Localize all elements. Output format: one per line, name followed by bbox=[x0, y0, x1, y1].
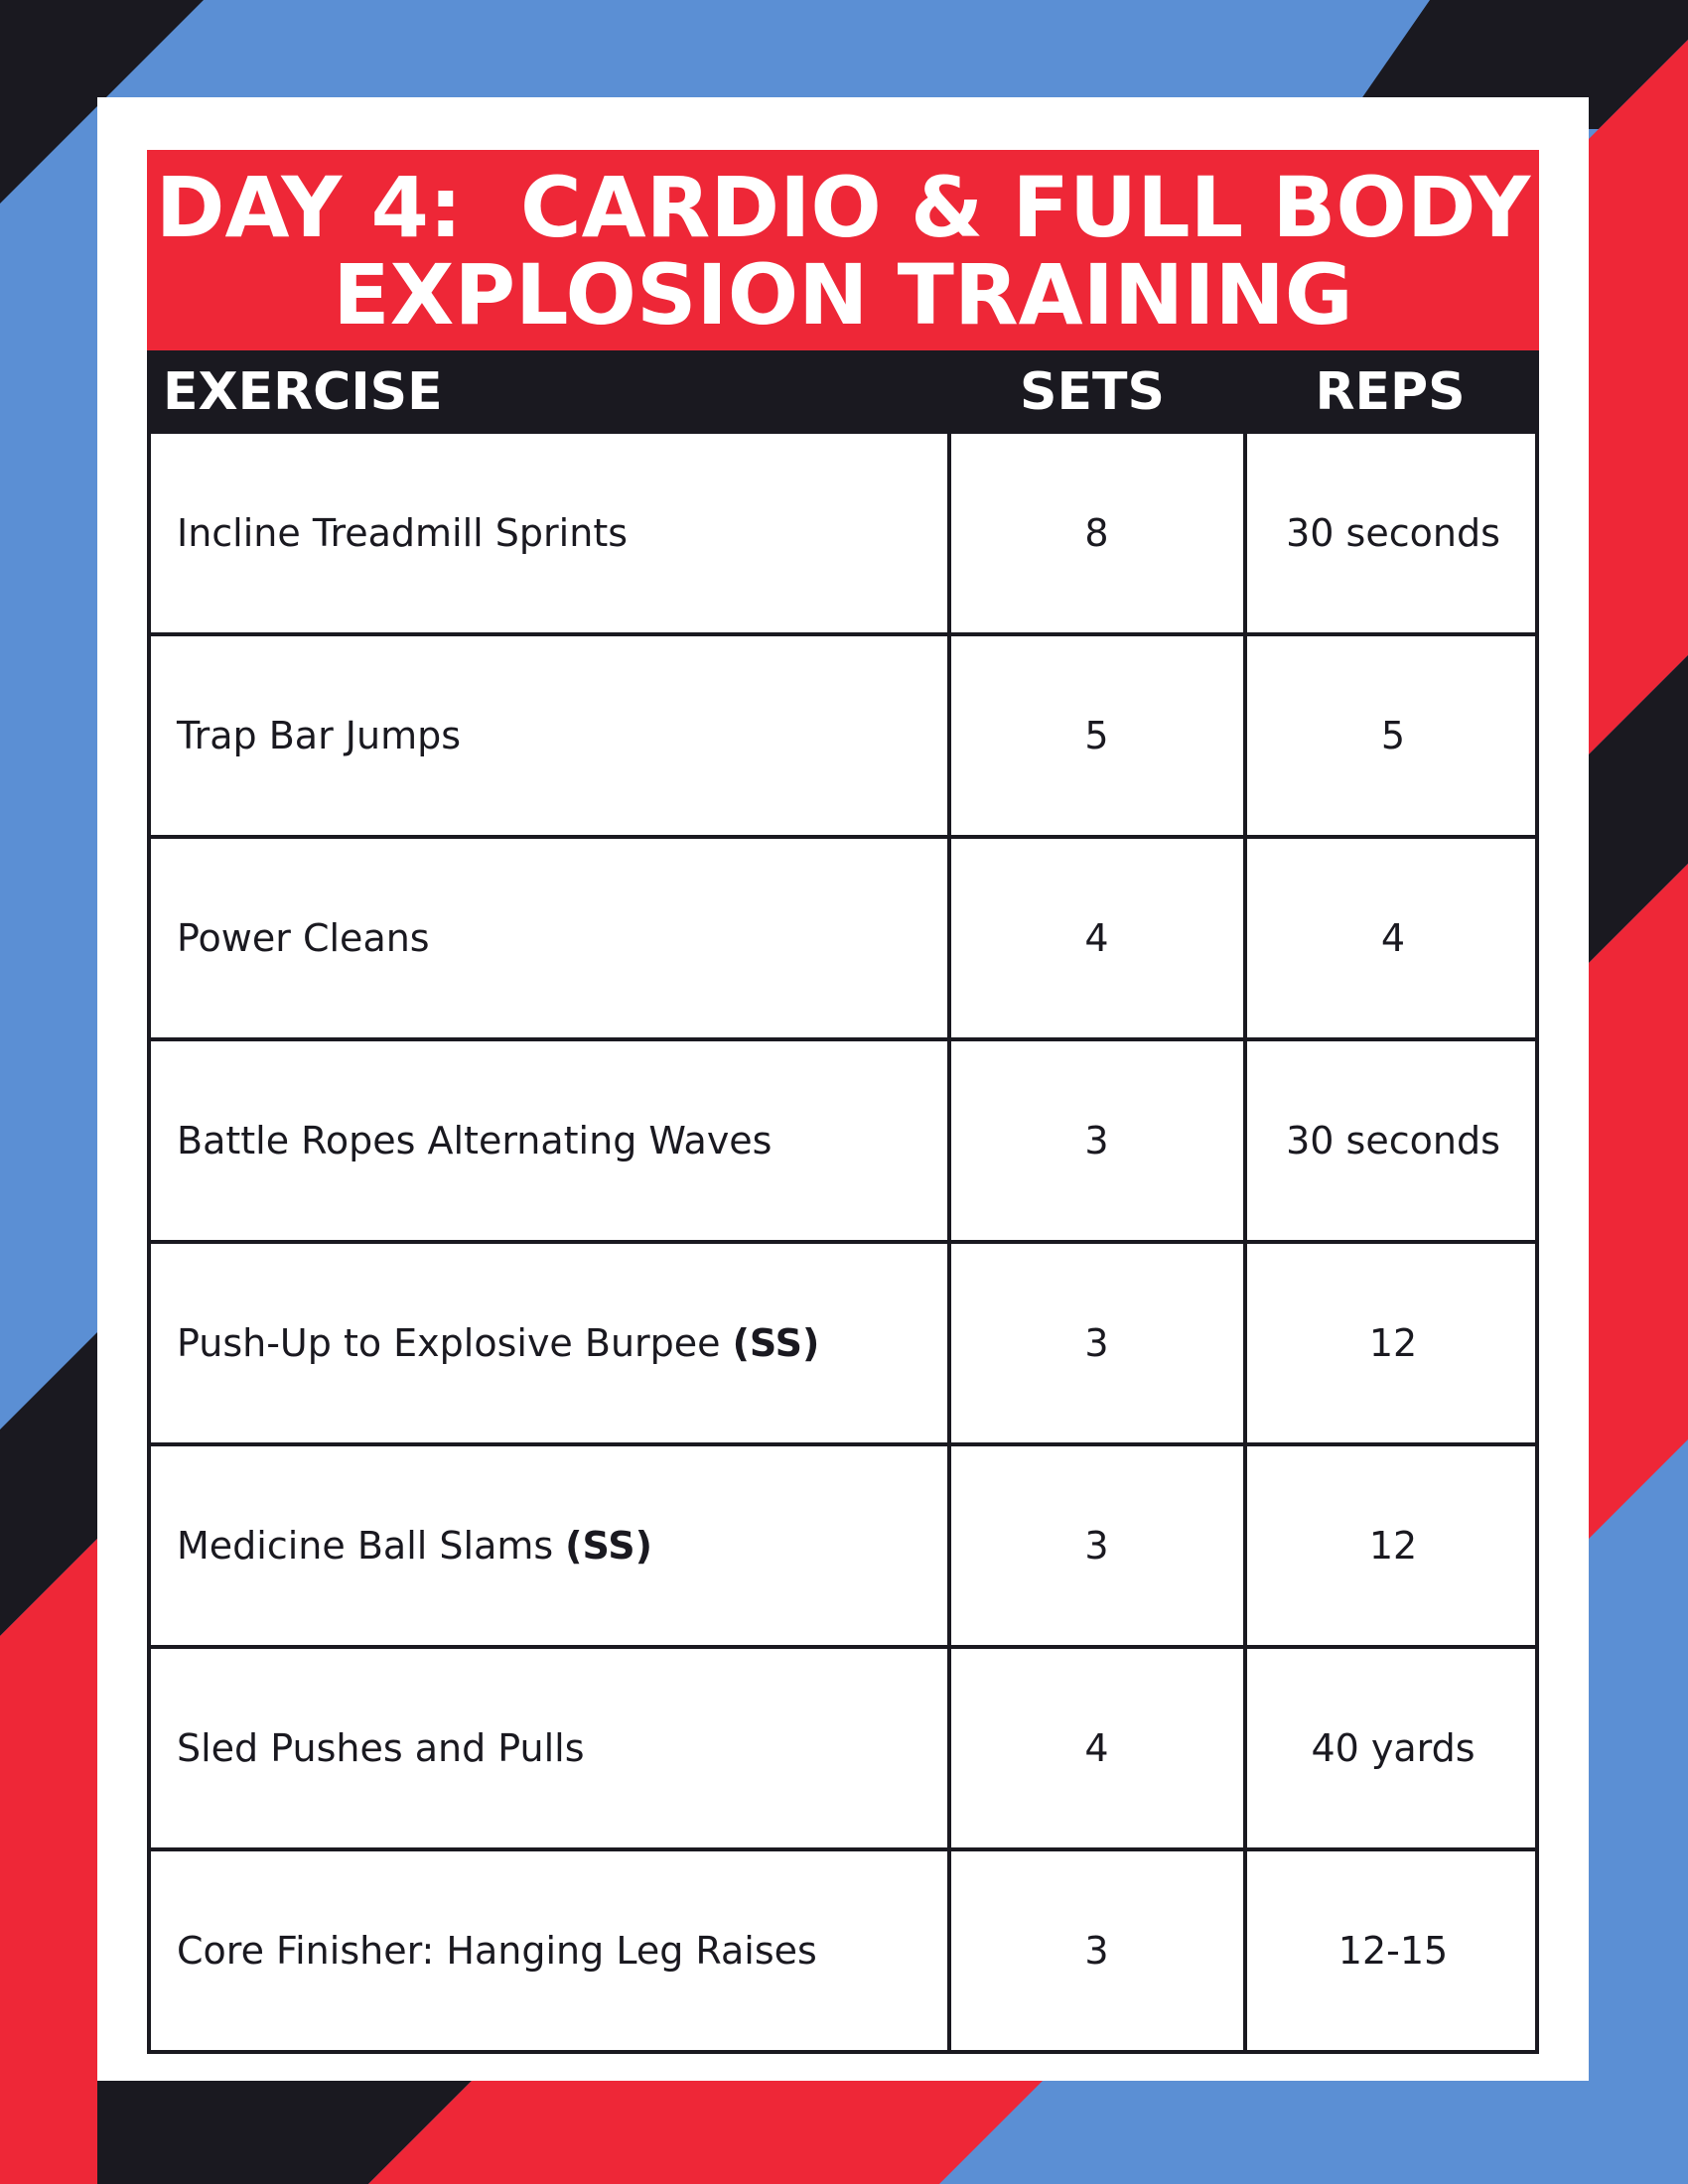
table-row bbox=[147, 1446, 1539, 1649]
table-row bbox=[147, 1041, 1539, 1244]
header-exercise: EXERCISE bbox=[163, 362, 443, 422]
exercise-cell bbox=[177, 839, 430, 1037]
exercise-name: Trap Bar Jumps bbox=[177, 714, 462, 757]
exercise-name: Battle Ropes Alternating Waves bbox=[177, 1119, 773, 1162]
reps-cell: 12-15 bbox=[1243, 1851, 1539, 2050]
workout-table bbox=[147, 434, 1539, 2054]
superset-tag: (SS) bbox=[732, 1321, 820, 1365]
sets-cell: 8 bbox=[947, 434, 1242, 632]
exercise-name: Core Finisher: Hanging Leg Raises bbox=[177, 1929, 817, 1973]
title-line-1: DAY 4: CARDIO & FULL BODY bbox=[155, 159, 1531, 256]
table-row bbox=[147, 1851, 1539, 2054]
table-row bbox=[147, 636, 1539, 839]
sets-cell: 3 bbox=[947, 1041, 1242, 1240]
exercise-cell bbox=[177, 434, 628, 632]
header-reps: REPS bbox=[1315, 362, 1466, 422]
exercise-name: Push-Up to Explosive Burpee bbox=[177, 1321, 721, 1365]
table-row bbox=[147, 434, 1539, 636]
exercise-cell bbox=[177, 1244, 819, 1442]
exercise-name: Power Cleans bbox=[177, 916, 430, 960]
superset-tag: (SS) bbox=[565, 1524, 652, 1568]
reps-cell: 30 seconds bbox=[1243, 434, 1539, 632]
reps-cell: 4 bbox=[1243, 839, 1539, 1037]
exercise-name: Sled Pushes and Pulls bbox=[177, 1726, 585, 1770]
reps-cell: 5 bbox=[1243, 636, 1539, 835]
table-row bbox=[147, 1244, 1539, 1446]
sets-cell: 4 bbox=[947, 839, 1242, 1037]
reps-cell: 40 yards bbox=[1243, 1649, 1539, 1847]
table-header bbox=[147, 350, 1539, 434]
exercise-name: Incline Treadmill Sprints bbox=[177, 511, 629, 555]
table-row bbox=[147, 1649, 1539, 1851]
exercise-cell bbox=[177, 1649, 585, 1847]
reps-cell: 12 bbox=[1243, 1446, 1539, 1645]
reps-cell: 30 seconds bbox=[1243, 1041, 1539, 1240]
title-line-2: EXPLOSION TRAINING bbox=[333, 246, 1353, 343]
sets-cell: 3 bbox=[947, 1244, 1242, 1442]
exercise-cell bbox=[177, 1851, 817, 2050]
sets-cell: 4 bbox=[947, 1649, 1242, 1847]
exercise-cell bbox=[177, 636, 461, 835]
exercise-cell bbox=[177, 1041, 772, 1240]
header-sets: SETS bbox=[1020, 362, 1165, 422]
sets-cell: 3 bbox=[947, 1446, 1242, 1645]
exercise-cell bbox=[177, 1446, 652, 1645]
reps-cell: 12 bbox=[1243, 1244, 1539, 1442]
exercise-name: Medicine Ball Slams bbox=[177, 1524, 554, 1568]
page-title bbox=[147, 150, 1539, 350]
sets-cell: 3 bbox=[947, 1851, 1242, 2050]
table-row bbox=[147, 839, 1539, 1041]
sets-cell: 5 bbox=[947, 636, 1242, 835]
